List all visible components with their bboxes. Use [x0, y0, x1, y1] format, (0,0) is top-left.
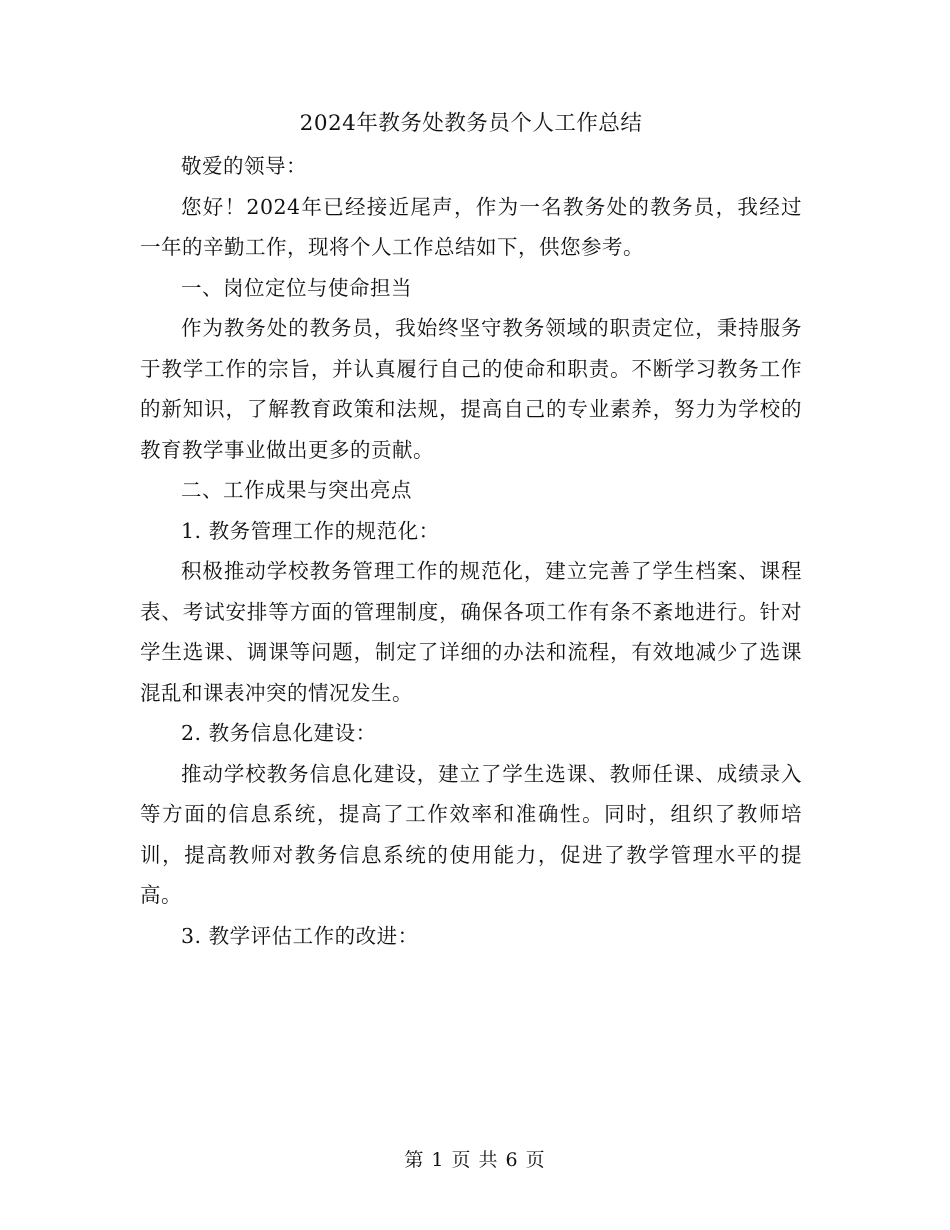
subheading-2: 2. 教务信息化建设： — [181, 721, 377, 745]
subsection-1-paragraph: 积极推动学校教务管理工作的规范化，建立完善了学生档案、课程表、考试安排等方面的管理制度，确保各项工作有条不紊地进行。针对学生选课、调课等问题，制定了详细的办法和流程，有效地减少了选课混乱和课表冲突的情况发生。 — [140, 559, 802, 705]
section-heading-1: 一、岗位定位与使命担当 — [181, 275, 412, 300]
document-title: 2024年教务处教务员个人工作总结 — [299, 111, 643, 136]
page-number-footer: 第 1 页 共 6 页 — [404, 1149, 546, 1171]
salutation: 敬爱的领导： — [181, 154, 307, 178]
section-heading-2: 二、工作成果与突出亮点 — [181, 478, 412, 502]
greeting-paragraph: 您好！2024年已经接近尾声，作为一名教务处的教务员，我经过一年的辛勤工作，现将个人工作总结如下，供您参考。 — [140, 194, 802, 259]
subheading-1: 1. 教务管理工作的规范化： — [181, 518, 440, 543]
document-body — [140, 106, 802, 956]
section-1-paragraph: 作为教务处的教务员，我始终坚守教务领域的职责定位，秉持服务于教学工作的宗旨，并认真履行自己的使命和职责。不断学习教务工作的新知识，了解教育政策和法规，提高自己的专业素养，努力为学校的教育教学事业做出更多的贡献。 — [140, 316, 802, 462]
subheading-3: 3. 教学评估工作的改进： — [181, 923, 419, 948]
subsection-2-paragraph: 推动学校教务信息化建设，建立了学生选课、教师任课、成绩录入等方面的信息系统，提高了工作效率和准确性。同时，组织了教师培训，提高教师对教务信息系统的使用能力，促进了教学管理水平的提高。 — [140, 761, 802, 907]
